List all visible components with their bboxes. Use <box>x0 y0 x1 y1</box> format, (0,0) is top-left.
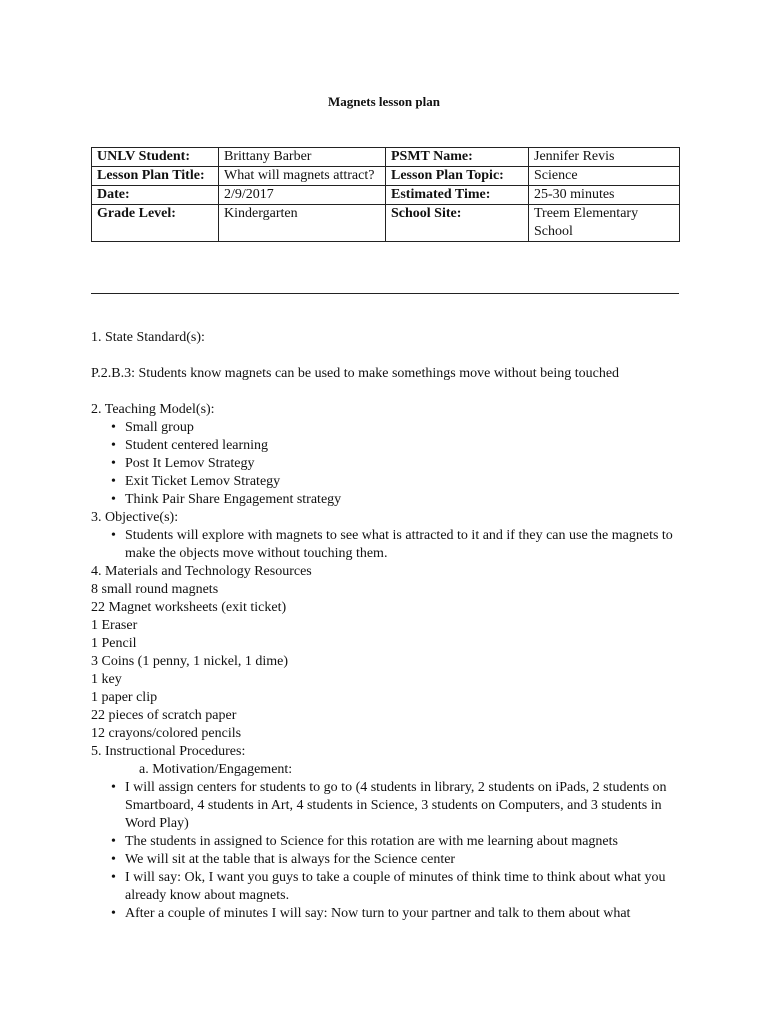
list-item: • After a couple of minutes I will say: Now turn to your partner and talk to them about what <box>91 905 681 923</box>
psmt-name-value: Jennifer Revis <box>529 148 680 167</box>
standards-heading: 1. State Standard(s): <box>91 330 205 345</box>
teaching-heading: 2. Teaching Model(s): <box>91 402 215 417</box>
estimated-time-label: Estimated Time: <box>386 186 529 205</box>
table-row <box>92 205 680 242</box>
lesson-title-label: Lesson Plan Title: <box>92 167 219 186</box>
objectives-list <box>91 527 681 563</box>
list-item: • Think Pair Share Engagement strategy <box>91 491 681 509</box>
material-item: 1 Pencil <box>91 636 137 651</box>
material-item: 1 paper clip <box>91 690 158 705</box>
material-item: 1 key <box>91 672 122 687</box>
list-item: • Exit Ticket Lemov Strategy <box>91 473 681 491</box>
list-item: • Student centered learning <box>91 437 681 455</box>
list-item: • Small group <box>91 419 681 437</box>
material-item: 22 Magnet worksheets (exit ticket) <box>91 600 287 615</box>
estimated-time-value: 25-30 minutes <box>529 186 680 205</box>
table-row <box>92 148 680 167</box>
table-row <box>92 167 680 186</box>
list-item: • I will assign centers for students to go to (4 students in library, 2 students on iPads, 2 students on Smartboard, 4 students in Art, 4 students in Science, 3 students on Computers, and 3 students in Word Play) <box>91 779 681 833</box>
date-value: 2/9/2017 <box>219 186 386 205</box>
school-site-label: School Site: <box>386 205 529 242</box>
list-item: • The students in assigned to Science for this rotation are with me learning about magnets <box>91 833 681 851</box>
lesson-topic-value: Science <box>529 167 680 186</box>
materials-heading: 4. Materials and Technology Resources <box>91 564 312 579</box>
motivation-heading: a. Motivation/Engagement: <box>139 762 293 777</box>
objectives-heading: 3. Objective(s): <box>91 510 179 525</box>
material-item: 1 Eraser <box>91 618 138 633</box>
list-item: • I will say: Ok, I want you guys to take a couple of minutes of think time to think about what you already know about magnets. <box>91 869 681 905</box>
list-item: • Post It Lemov Strategy <box>91 455 681 473</box>
material-item: 8 small round magnets <box>91 582 219 597</box>
material-item: 12 crayons/colored pencils <box>91 726 242 741</box>
lesson-title-value: What will magnets attract? <box>219 167 386 186</box>
teaching-list <box>91 419 681 509</box>
grade-level-label: Grade Level: <box>92 205 219 242</box>
list-item: • We will sit at the table that is always for the Science center <box>91 851 681 869</box>
unlv-student-value: Brittany Barber <box>219 148 386 167</box>
horizontal-divider <box>91 293 679 294</box>
psmt-name-label: PSMT Name: <box>386 148 529 167</box>
unlv-student-label: UNLV Student: <box>92 148 219 167</box>
procedures-list <box>91 779 681 923</box>
material-item: 3 Coins (1 penny, 1 nickel, 1 dime) <box>91 654 289 669</box>
procedures-heading: 5. Instructional Procedures: <box>91 744 246 759</box>
lesson-info-table <box>91 147 680 242</box>
lesson-body <box>91 329 681 923</box>
list-item: • Students will explore with magnets to see what is attracted to it and if they can use the magnets to make the objects move without touching them. <box>91 527 681 563</box>
material-item: 22 pieces of scratch paper <box>91 708 237 723</box>
grade-level-value: Kindergarten <box>219 205 386 242</box>
date-label: Date: <box>92 186 219 205</box>
table-row <box>92 186 680 205</box>
lesson-topic-label: Lesson Plan Topic: <box>386 167 529 186</box>
document-title: Magnets lesson plan <box>328 94 440 109</box>
standards-text: P.2.B.3: Students know magnets can be used to make somethings move without being touched <box>91 366 620 381</box>
school-site-value: Treem Elementary School <box>529 205 680 242</box>
